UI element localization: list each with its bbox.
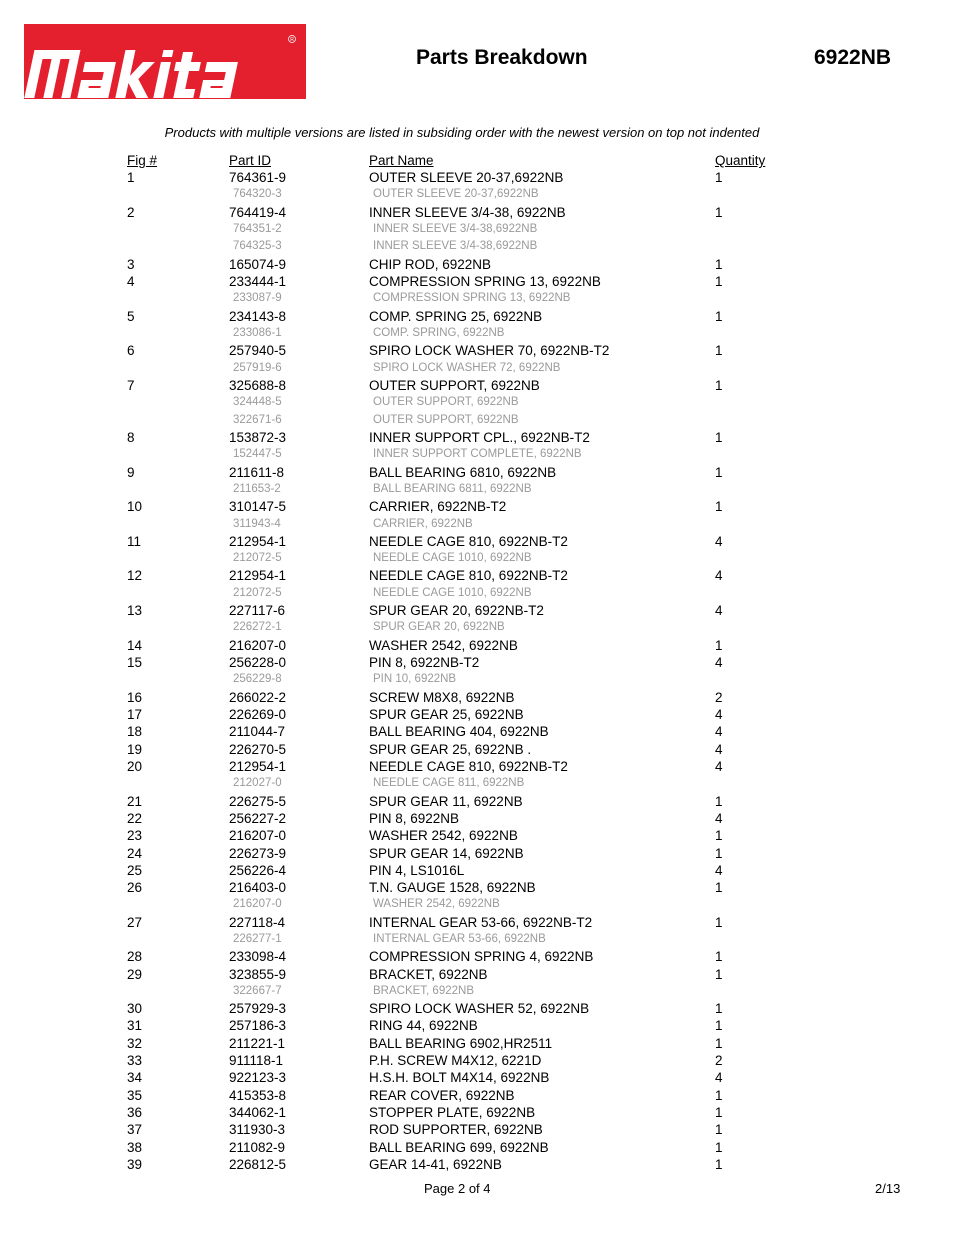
- part-id: 256227-2: [229, 810, 287, 826]
- table-row: [0, 1001, 954, 1018]
- part-name: INNER SUPPORT COMPLETE, 6922NB: [373, 448, 582, 461]
- table-row: [0, 742, 954, 759]
- part-name: BALL BEARING 6902,HR2511: [369, 1035, 553, 1051]
- quantity: 1: [715, 204, 723, 220]
- part-name: OUTER SUPPORT, 6922NB: [369, 377, 540, 393]
- quantity: 1: [715, 1001, 723, 1017]
- fig-number: 31: [127, 1018, 143, 1034]
- quantity: 1: [715, 308, 723, 324]
- part-name: INTERNAL GEAR 53-66, 6922NB-T2: [369, 914, 593, 930]
- part-id: 344062-1: [229, 1104, 287, 1120]
- quantity: 2: [715, 1053, 723, 1069]
- part-id: 216207-0: [229, 828, 287, 844]
- part-name: PIN 8, 6922NB: [369, 810, 460, 826]
- table-row: [0, 170, 954, 187]
- quantity: 1: [715, 273, 723, 289]
- quantity: 4: [715, 655, 723, 671]
- part-name: NEEDLE CAGE 810, 6922NB-T2: [369, 533, 568, 549]
- table-row: [0, 465, 954, 482]
- part-id: 226273-9: [229, 845, 287, 861]
- table-row: [0, 915, 954, 932]
- fig-number: 15: [127, 655, 143, 671]
- part-id: 212027-0: [233, 777, 282, 790]
- part-id: 257940-5: [229, 343, 287, 359]
- part-id: 256228-0: [229, 655, 287, 671]
- part-name: CARRIER, 6922NB-T2: [369, 499, 507, 515]
- part-name: WASHER 2542, 6922NB: [369, 828, 518, 844]
- part-name: BRACKET, 6922NB: [373, 984, 474, 997]
- superseded-part-row: [0, 482, 954, 499]
- quantity: 1: [715, 880, 723, 896]
- quantity: 1: [715, 1104, 723, 1120]
- table-row: [0, 603, 954, 620]
- model-number: 6922NB: [814, 46, 892, 69]
- table-row: [0, 1157, 954, 1174]
- part-id: 233444-1: [229, 273, 287, 289]
- quantity: 1: [715, 343, 723, 359]
- quantity: 4: [715, 603, 723, 619]
- page-title: Parts Breakdown: [416, 46, 588, 69]
- fig-number: 1: [127, 170, 135, 185]
- parts-table: [0, 170, 954, 1174]
- table-row: [0, 707, 954, 724]
- table-row: [0, 205, 954, 222]
- page-indicator: Page 2 of 4: [424, 1181, 491, 1196]
- part-name: SPUR GEAR 20, 6922NB-T2: [369, 603, 544, 619]
- part-name: PIN 4, LS1016L: [369, 862, 465, 878]
- quantity: 1: [715, 499, 723, 515]
- quantity: 1: [715, 1087, 723, 1103]
- part-id: 212954-1: [229, 758, 287, 774]
- table-row: [0, 534, 954, 551]
- superseded-part-row: [0, 620, 954, 637]
- fig-number: 8: [127, 429, 135, 445]
- part-name: WASHER 2542, 6922NB: [369, 637, 518, 653]
- part-id: 256229-8: [233, 673, 282, 686]
- superseded-part-row: [0, 672, 954, 689]
- fig-number: 27: [127, 914, 143, 930]
- part-id: 226812-5: [229, 1156, 287, 1172]
- part-name: T.N. GAUGE 1528, 6922NB: [369, 880, 536, 896]
- part-id: 322671-6: [233, 413, 282, 426]
- fig-number: 21: [127, 793, 143, 809]
- part-id: 323855-9: [229, 966, 287, 982]
- part-id: 233087-9: [233, 292, 282, 305]
- column-header-part-name: Part Name: [369, 153, 434, 168]
- part-id: 911118-1: [229, 1053, 284, 1069]
- superseded-part-row: [0, 776, 954, 793]
- superseded-part-row: [0, 517, 954, 534]
- fig-number: 7: [127, 377, 135, 393]
- table-row: [0, 638, 954, 655]
- table-row: [0, 1140, 954, 1157]
- table-row: [0, 811, 954, 828]
- part-name: INNER SLEEVE 3/4-38,6922NB: [373, 222, 538, 235]
- part-name: BALL BEARING 699, 6922NB: [369, 1139, 549, 1155]
- part-name: REAR COVER, 6922NB: [369, 1087, 515, 1103]
- part-name: CARRIER, 6922NB: [373, 517, 473, 530]
- part-name: COMPRESSION SPRING 13, 6922NB: [369, 273, 601, 289]
- superseded-part-row: [0, 239, 954, 256]
- table-row: [0, 724, 954, 741]
- part-name: PIN 8, 6922NB-T2: [369, 655, 480, 671]
- table-row: [0, 1105, 954, 1122]
- part-name: CHIP ROD, 6922NB: [369, 256, 492, 272]
- table-row: [0, 880, 954, 897]
- quantity: 4: [715, 862, 723, 878]
- part-name: NEEDLE CAGE 1010, 6922NB: [373, 586, 532, 599]
- part-id: 152447-5: [233, 448, 282, 461]
- part-name: SPIRO LOCK WASHER 52, 6922NB: [369, 1001, 590, 1017]
- part-name: BRACKET, 6922NB: [369, 966, 488, 982]
- quantity: 1: [715, 1139, 723, 1155]
- part-id: 226277-1: [233, 933, 282, 945]
- quantity: 1: [715, 1122, 723, 1138]
- makita-logo: [24, 24, 306, 99]
- table-row: [0, 343, 954, 360]
- quantity: 4: [715, 1070, 723, 1086]
- part-name: SPUR GEAR 25, 6922NB: [369, 707, 524, 723]
- superseded-part-row: [0, 932, 954, 949]
- part-name: BALL BEARING 6810, 6922NB: [369, 464, 557, 480]
- part-id: 325688-8: [229, 377, 287, 393]
- part-id: 212072-5: [233, 586, 282, 599]
- quantity: 1: [715, 637, 723, 653]
- quantity: 1: [715, 1156, 723, 1172]
- table-row: [0, 1070, 954, 1087]
- table-row: [0, 759, 954, 776]
- part-id: 324448-5: [233, 396, 282, 409]
- part-id: 311943-4: [233, 517, 281, 530]
- part-id: 922123-3: [229, 1070, 287, 1086]
- fig-number: 10: [127, 499, 143, 515]
- part-name: SPUR GEAR 14, 6922NB: [369, 845, 524, 861]
- part-name: SPUR GEAR 20, 6922NB: [373, 621, 505, 634]
- part-id: 212954-1: [229, 568, 287, 584]
- part-id: 212954-1: [229, 533, 287, 549]
- part-id: 226272-1: [233, 621, 282, 634]
- part-name: COMP. SPRING, 6922NB: [373, 326, 505, 339]
- quantity: 1: [715, 793, 723, 809]
- part-id: 764351-2: [233, 222, 282, 235]
- fig-number: 34: [127, 1070, 143, 1086]
- superseded-part-row: [0, 187, 954, 204]
- table-row: [0, 794, 954, 811]
- fig-number: 14: [127, 637, 143, 653]
- superseded-part-row: [0, 326, 954, 343]
- part-id: 226270-5: [229, 741, 287, 757]
- part-name: SPIRO LOCK WASHER 72, 6922NB: [373, 361, 561, 374]
- quantity: 4: [715, 533, 723, 549]
- part-id: 311930-3: [229, 1122, 286, 1138]
- quantity: 4: [715, 741, 723, 757]
- version-note: Products with multiple versions are listed in subsiding order with the newest version on top not indented: [164, 125, 760, 140]
- fig-number: 2: [127, 204, 135, 220]
- fig-number: 24: [127, 845, 143, 861]
- part-id: 211044-7: [229, 724, 286, 740]
- table-row: [0, 568, 954, 585]
- quantity: 4: [715, 568, 723, 584]
- part-id: 257186-3: [229, 1018, 287, 1034]
- table-row: [0, 949, 954, 966]
- quantity: 1: [715, 914, 723, 930]
- part-id: 266022-2: [229, 689, 287, 705]
- fig-number: 25: [127, 862, 143, 878]
- superseded-part-row: [0, 413, 954, 430]
- superseded-part-row: [0, 984, 954, 1001]
- table-row: [0, 863, 954, 880]
- fig-number: 20: [127, 758, 143, 774]
- fig-number: 37: [127, 1122, 143, 1138]
- quantity: 1: [715, 1035, 723, 1051]
- part-id: 256226-4: [229, 862, 287, 878]
- part-name: GEAR 14-41, 6922NB: [369, 1156, 502, 1172]
- fig-number: 13: [127, 603, 143, 619]
- quantity: 1: [715, 966, 723, 982]
- part-id: 310147-5: [229, 499, 287, 515]
- part-name: OUTER SUPPORT, 6922NB: [373, 413, 519, 426]
- part-name: ROD SUPPORTER, 6922NB: [369, 1122, 543, 1138]
- column-header-part-id: Part ID: [229, 153, 272, 168]
- fig-number: 29: [127, 966, 143, 982]
- part-name: SCREW M8X8, 6922NB: [369, 689, 515, 705]
- fig-number: 9: [127, 464, 135, 480]
- quantity: 1: [715, 256, 723, 272]
- table-row: [0, 967, 954, 984]
- table-row: [0, 1053, 954, 1070]
- table-row: [0, 1088, 954, 1105]
- fig-number: 19: [127, 741, 143, 757]
- table-row: [0, 1018, 954, 1035]
- fig-number: 11: [127, 533, 142, 549]
- table-row: [0, 430, 954, 447]
- part-id: 211611-8: [229, 464, 285, 480]
- fig-number: 22: [127, 810, 143, 826]
- quantity: 1: [715, 949, 723, 965]
- part-name: NEEDLE CAGE 810, 6922NB-T2: [369, 758, 568, 774]
- part-name: OUTER SUPPORT, 6922NB: [373, 396, 519, 409]
- part-name: OUTER SLEEVE 20-37,6922NB: [373, 188, 539, 201]
- fig-number: 5: [127, 308, 135, 324]
- fig-number: 35: [127, 1087, 143, 1103]
- part-id: 257919-6: [233, 361, 282, 374]
- part-name: BALL BEARING 6811, 6922NB: [373, 482, 532, 495]
- fig-number: 16: [127, 689, 143, 705]
- column-header-quantity: Quantity: [715, 153, 766, 168]
- quantity: 1: [715, 464, 723, 480]
- quantity: 2: [715, 689, 723, 705]
- part-id: 322667-7: [233, 984, 282, 997]
- part-id: 211221-1: [229, 1035, 286, 1051]
- table-row: [0, 309, 954, 326]
- part-id: 153872-3: [229, 429, 287, 445]
- fig-number: 3: [127, 256, 135, 272]
- superseded-part-row: [0, 897, 954, 914]
- part-id: 257929-3: [229, 1001, 287, 1017]
- part-name: INNER SLEEVE 3/4-38,6922NB: [373, 240, 538, 253]
- table-row: [0, 274, 954, 291]
- part-name: OUTER SLEEVE 20-37,6922NB: [369, 170, 564, 185]
- quantity: 4: [715, 810, 723, 826]
- part-name: INNER SUPPORT CPL., 6922NB-T2: [369, 429, 590, 445]
- quantity: 1: [715, 845, 723, 861]
- part-name: H.S.H. BOLT M4X14, 6922NB: [369, 1070, 550, 1086]
- fig-number: 4: [127, 273, 135, 289]
- fig-number: 33: [127, 1053, 143, 1069]
- part-id: 211653-2: [233, 482, 281, 495]
- part-id: 212072-5: [233, 552, 282, 565]
- fig-number: 30: [127, 1001, 143, 1017]
- fig-number: 38: [127, 1139, 143, 1155]
- quantity: 4: [715, 758, 723, 774]
- part-id: 226275-5: [229, 793, 287, 809]
- part-id: 216207-0: [233, 898, 282, 911]
- part-id: 216207-0: [229, 637, 287, 653]
- fig-number: 12: [127, 568, 143, 584]
- superseded-part-row: [0, 395, 954, 412]
- part-id: 233086-1: [233, 326, 282, 339]
- part-name: WASHER 2542, 6922NB: [373, 898, 500, 911]
- superseded-part-row: [0, 222, 954, 239]
- table-row: [0, 828, 954, 845]
- part-name: BALL BEARING 404, 6922NB: [369, 724, 549, 740]
- table-row: [0, 690, 954, 707]
- part-id: 227117-6: [229, 603, 286, 619]
- part-name: INNER SLEEVE 3/4-38, 6922NB: [369, 204, 566, 220]
- fig-number: 6: [127, 343, 135, 359]
- fig-number: 26: [127, 880, 143, 896]
- quantity: 1: [715, 1018, 723, 1034]
- fig-number: 17: [127, 707, 143, 723]
- part-name: RING 44, 6922NB: [369, 1018, 478, 1034]
- fig-number: 28: [127, 949, 143, 965]
- superseded-part-row: [0, 447, 954, 464]
- quantity: 1: [715, 377, 723, 393]
- table-row: [0, 378, 954, 395]
- quantity: 4: [715, 707, 723, 723]
- fig-number: 23: [127, 828, 143, 844]
- part-id: 226269-0: [229, 707, 287, 723]
- part-id: 764325-3: [233, 240, 282, 253]
- part-name: P.H. SCREW M4X12, 6221D: [369, 1053, 542, 1069]
- part-id: 764320-3: [233, 188, 282, 201]
- part-id: 234143-8: [229, 308, 287, 324]
- part-id: 764419-4: [229, 204, 287, 220]
- table-row: [0, 499, 954, 516]
- fig-number: 18: [127, 724, 143, 740]
- part-name: NEEDLE CAGE 1010, 6922NB: [373, 552, 532, 565]
- part-name: SPIRO LOCK WASHER 70, 6922NB-T2: [369, 343, 610, 359]
- part-name: NEEDLE CAGE 811, 6922NB: [373, 777, 525, 790]
- quantity: 1: [715, 170, 723, 185]
- part-id: 415353-8: [229, 1087, 287, 1103]
- superseded-part-row: [0, 586, 954, 603]
- superseded-part-row: [0, 291, 954, 308]
- part-id: 227118-4: [229, 914, 286, 930]
- part-name: SPUR GEAR 25, 6922NB .: [369, 741, 532, 757]
- superseded-part-row: [0, 361, 954, 378]
- svg-text:R: R: [290, 37, 294, 43]
- table-row: [0, 1122, 954, 1139]
- quantity: 1: [715, 828, 723, 844]
- table-row: [0, 257, 954, 274]
- part-name: STOPPER PLATE, 6922NB: [369, 1104, 536, 1120]
- part-name: SPUR GEAR 11, 6922NB: [369, 793, 523, 809]
- part-name: INTERNAL GEAR 53-66, 6922NB: [373, 933, 546, 945]
- table-row: [0, 1036, 954, 1053]
- part-name: PIN 10, 6922NB: [373, 673, 457, 686]
- fig-number: 39: [127, 1156, 143, 1172]
- fig-number: 32: [127, 1035, 143, 1051]
- part-id: 764361-9: [229, 170, 287, 185]
- quantity: 4: [715, 724, 723, 740]
- page-number: 2/13: [875, 1181, 901, 1196]
- superseded-part-row: [0, 551, 954, 568]
- table-row: [0, 655, 954, 672]
- part-name: NEEDLE CAGE 810, 6922NB-T2: [369, 568, 568, 584]
- part-name: COMP. SPRING 25, 6922NB: [369, 308, 543, 324]
- part-name: COMPRESSION SPRING 4, 6922NB: [369, 949, 594, 965]
- part-name: COMPRESSION SPRING 13, 6922NB: [373, 292, 571, 305]
- table-row: [0, 846, 954, 863]
- column-header-fig: Fig #: [127, 153, 158, 168]
- part-id: 233098-4: [229, 949, 287, 965]
- part-id: 211082-9: [229, 1139, 286, 1155]
- fig-number: 36: [127, 1104, 143, 1120]
- part-id: 216403-0: [229, 880, 287, 896]
- quantity: 1: [715, 429, 723, 445]
- part-id: 165074-9: [229, 256, 287, 272]
